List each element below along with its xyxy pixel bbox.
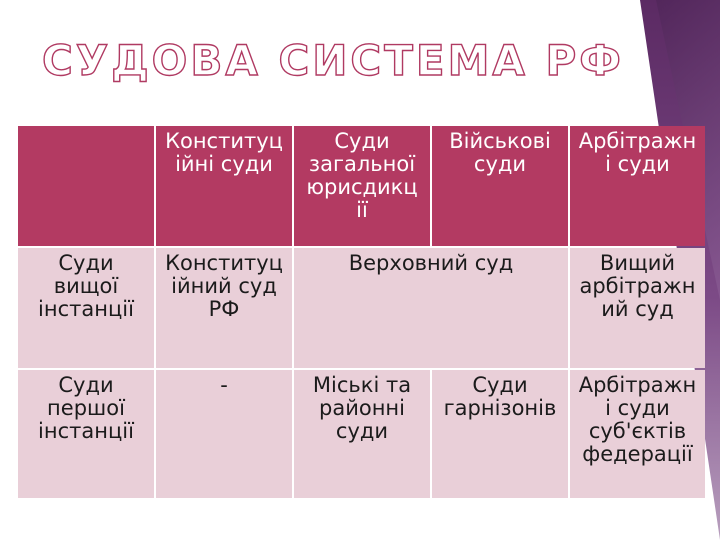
cell-regional-arbitration-courts: Арбітражн і суди суб'єктів федерації — [570, 370, 705, 498]
cell-constitutional-first: - — [156, 370, 292, 498]
cell-higher-arbitration-court: Вищий арбітражн ий суд — [570, 248, 705, 368]
header-arbitration-courts — [570, 126, 705, 246]
header-label: Військові суди — [449, 129, 551, 176]
row-label-higher: Суди вищої інстанції — [18, 248, 154, 368]
cell-constitutional-court: Конституц ійний суд РФ — [156, 248, 292, 368]
row-label-first: Суди першої інстанції — [18, 370, 154, 498]
slide-title: СУДОВА СИСТЕМА РФ — [42, 36, 624, 85]
table-row-higher-instance — [18, 248, 705, 368]
table-header-row — [18, 126, 705, 246]
cell-garrison-courts: Суди гарнізонів — [432, 370, 568, 498]
cell-city-district-courts: Міські та районні суди — [294, 370, 430, 498]
header-empty-cell — [18, 126, 154, 246]
header-military-courts — [432, 126, 568, 246]
court-system-table — [16, 124, 707, 500]
cell-supreme-court: Верховний суд — [294, 248, 568, 368]
header-label: Суди загальної юрисдикц ії — [306, 129, 418, 222]
header-constitutional-courts — [156, 126, 292, 246]
table-row-first-instance — [18, 370, 705, 498]
header-general-courts — [294, 126, 430, 246]
header-label: Конституц ійні суди — [165, 129, 283, 176]
header-label: Арбітражн і суди — [578, 129, 697, 176]
